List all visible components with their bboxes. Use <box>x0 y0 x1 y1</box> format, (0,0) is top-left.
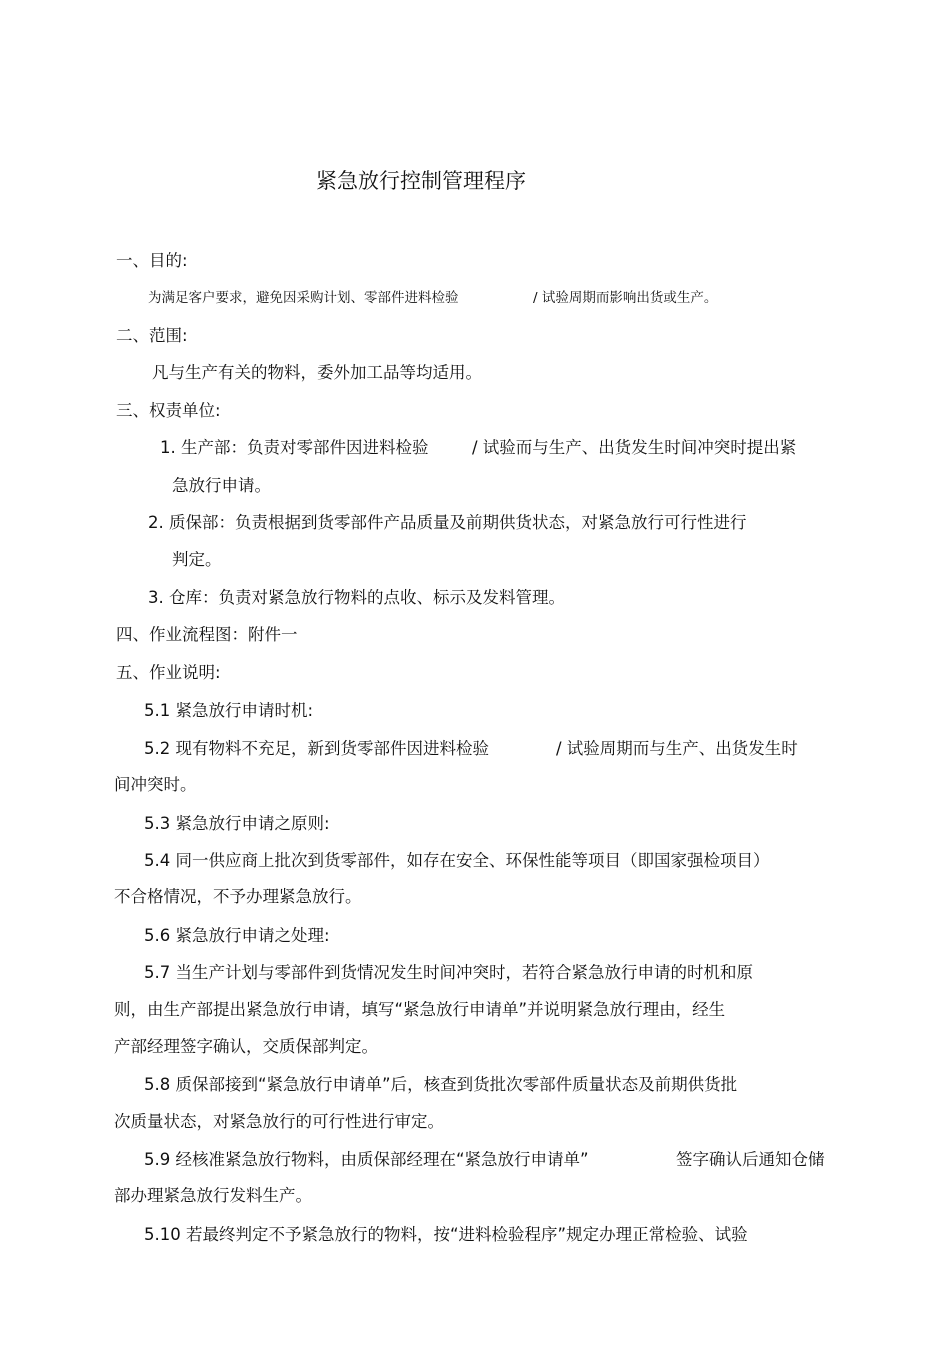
paragraph-5-9-part1: 5.9 经核准紧急放行物料，由质保部经理在“紧急放行申请单” <box>144 1150 589 1169</box>
section-heading-instructions: 五、作业说明: <box>116 663 221 682</box>
paragraph-5-2-part2: / 试验周期而与生产、出货发生时 <box>556 739 798 758</box>
responsibility-item-2-part2: 判定。 <box>172 550 222 569</box>
paragraph-5-8-part2: 次质量状态，对紧急放行的可行性进行审定。 <box>114 1112 444 1131</box>
paragraph-5-2-part1: 5.2 现有物料不充足，新到货零部件因进料检验 <box>144 739 489 758</box>
section-heading-responsibility: 三、权责单位: <box>116 401 221 420</box>
paragraph-5-9-part2: 签字确认后通知仓储 <box>676 1150 825 1169</box>
paragraph-5-1: 5.1 紧急放行申请时机: <box>144 701 314 720</box>
page-title: 紧急放行控制管理程序 <box>316 169 526 193</box>
section-heading-flowchart: 四、作业流程图：附件一 <box>116 625 298 644</box>
paragraph-5-9-part3: 部办理紧急放行发料生产。 <box>114 1186 312 1205</box>
responsibility-item-3: 3. 仓库：负责对紧急放行物料的点收、标示及发料管理。 <box>148 588 565 607</box>
responsibility-item-1-part1: 1. 生产部：负责对零部件因进料检验 <box>160 438 429 457</box>
paragraph-5-2-part3: 间冲突时。 <box>114 775 197 794</box>
paragraph-5-4-part1: 5.4 同一供应商上批次到货零部件，如存在安全、环保性能等项目（即国家强检项目） <box>144 851 770 870</box>
responsibility-item-1-part3: 急放行申请。 <box>172 476 271 495</box>
paragraph-5-8-part1: 5.8 质保部接到“紧急放行申请单”后，核查到货批次零部件质量状态及前期供货批 <box>144 1075 738 1094</box>
paragraph-5-4-part2: 不合格情况，不予办理紧急放行。 <box>114 887 362 906</box>
responsibility-item-1-part2: / 试验而与生产、出货发生时间冲突时提出紧 <box>472 438 797 457</box>
paragraph-5-6: 5.6 紧急放行申请之处理: <box>144 926 330 945</box>
responsibility-item-2-part1: 2. 质保部：负责根据到货零部件产品质量及前期供货状态，对紧急放行可行性进行 <box>148 513 747 532</box>
paragraph-5-7-part2: 则，由生产部提出紧急放行申请，填写“紧急放行申请单”并说明紧急放行理由，经生 <box>114 1000 726 1019</box>
paragraph-5-3: 5.3 紧急放行申请之原则: <box>144 814 330 833</box>
scope-text: 凡与生产有关的物料，委外加工品等均适用。 <box>152 363 482 382</box>
section-heading-purpose: 一、目的: <box>116 251 188 270</box>
purpose-text-part1: 为满足客户要求，避免因采购计划、零部件进料检验 <box>148 290 459 306</box>
paragraph-5-10: 5.10 若最终判定不予紧急放行的物料，按“进料检验程序”规定办理正常检验、试验 <box>144 1225 748 1244</box>
paragraph-5-7-part3: 产部经理签字确认，交质保部判定。 <box>114 1037 378 1056</box>
purpose-text-part2: / 试验周期而影响出货或生产。 <box>533 290 718 306</box>
section-heading-scope: 二、范围: <box>116 326 188 345</box>
paragraph-5-7-part1: 5.7 当生产计划与零部件到货情况发生时间冲突时，若符合紧急放行申请的时机和原 <box>144 963 753 982</box>
